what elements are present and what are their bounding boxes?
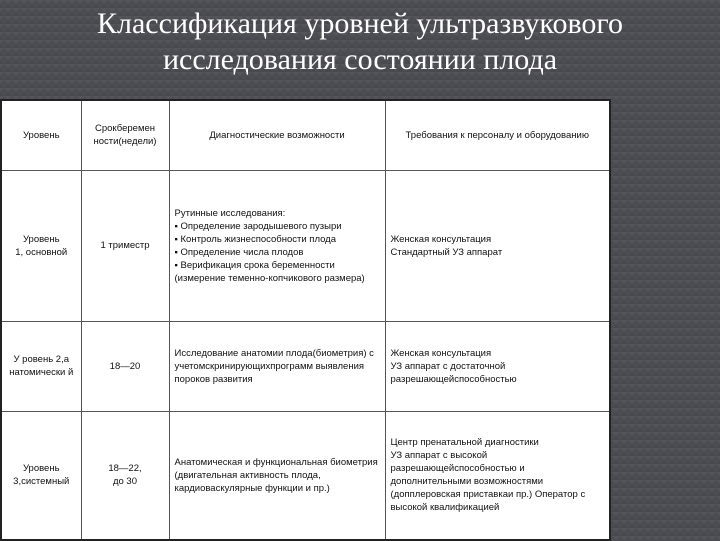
slide-title xyxy=(0,6,720,78)
classification-table xyxy=(0,99,611,541)
cell-requirements: Женская консультация Стандартный УЗ аппарат xyxy=(385,170,610,321)
cell-term: 18—20 xyxy=(81,321,169,411)
cell-level: У ровень 2,а натомически й xyxy=(1,321,81,411)
table-header-row xyxy=(1,100,610,170)
cell-level: Уровень 1, основной xyxy=(1,170,81,321)
header-level: Уровень xyxy=(1,100,81,170)
cell-term: 1 триместр xyxy=(81,170,169,321)
header-requirements: Требования к персоналу и оборудованию xyxy=(385,100,610,170)
cell-requirements: Центр пренатальной диагностики УЗ аппарат с высокой разрешающейспособностью и дополнительными возможностями (допплеровская приставкаи пр.) Оператор с высокой квалификацией xyxy=(385,411,610,540)
table-row xyxy=(1,170,610,321)
cell-term: 18—22, до 30 xyxy=(81,411,169,540)
slide-title-line-2: исследования состоянии плода xyxy=(162,43,558,76)
table-row xyxy=(1,411,610,540)
header-term: Срокберемен ности(недели) xyxy=(81,100,169,170)
cell-requirements: Женская консультация УЗ аппарат с достаточной разрешающейспособностью xyxy=(385,321,610,411)
table-row xyxy=(1,321,610,411)
header-capabilities: Диагностические возможности xyxy=(169,100,385,170)
slide-title-line-1: Классификация уровней ультразвукового xyxy=(97,7,623,40)
cell-level: Уровень 3,системный xyxy=(1,411,81,540)
cell-capabilities: Рутинные исследования: ▪ Определение зародышевого пузыри ▪ Контроль жизнеспособности плода ▪ Определение числа плодов ▪ Верификация срока беременности (измерение теменно-копчикового размера) xyxy=(169,170,385,321)
cell-capabilities: Исследование анатомии плода(биометрия) с учетомскринирующихпрограмм выявления пороков развития xyxy=(169,321,385,411)
cell-capabilities: Анатомическая и функциональная биометрия (двигательная активность плода, кардиоваскулярные функции и пр.) xyxy=(169,411,385,540)
